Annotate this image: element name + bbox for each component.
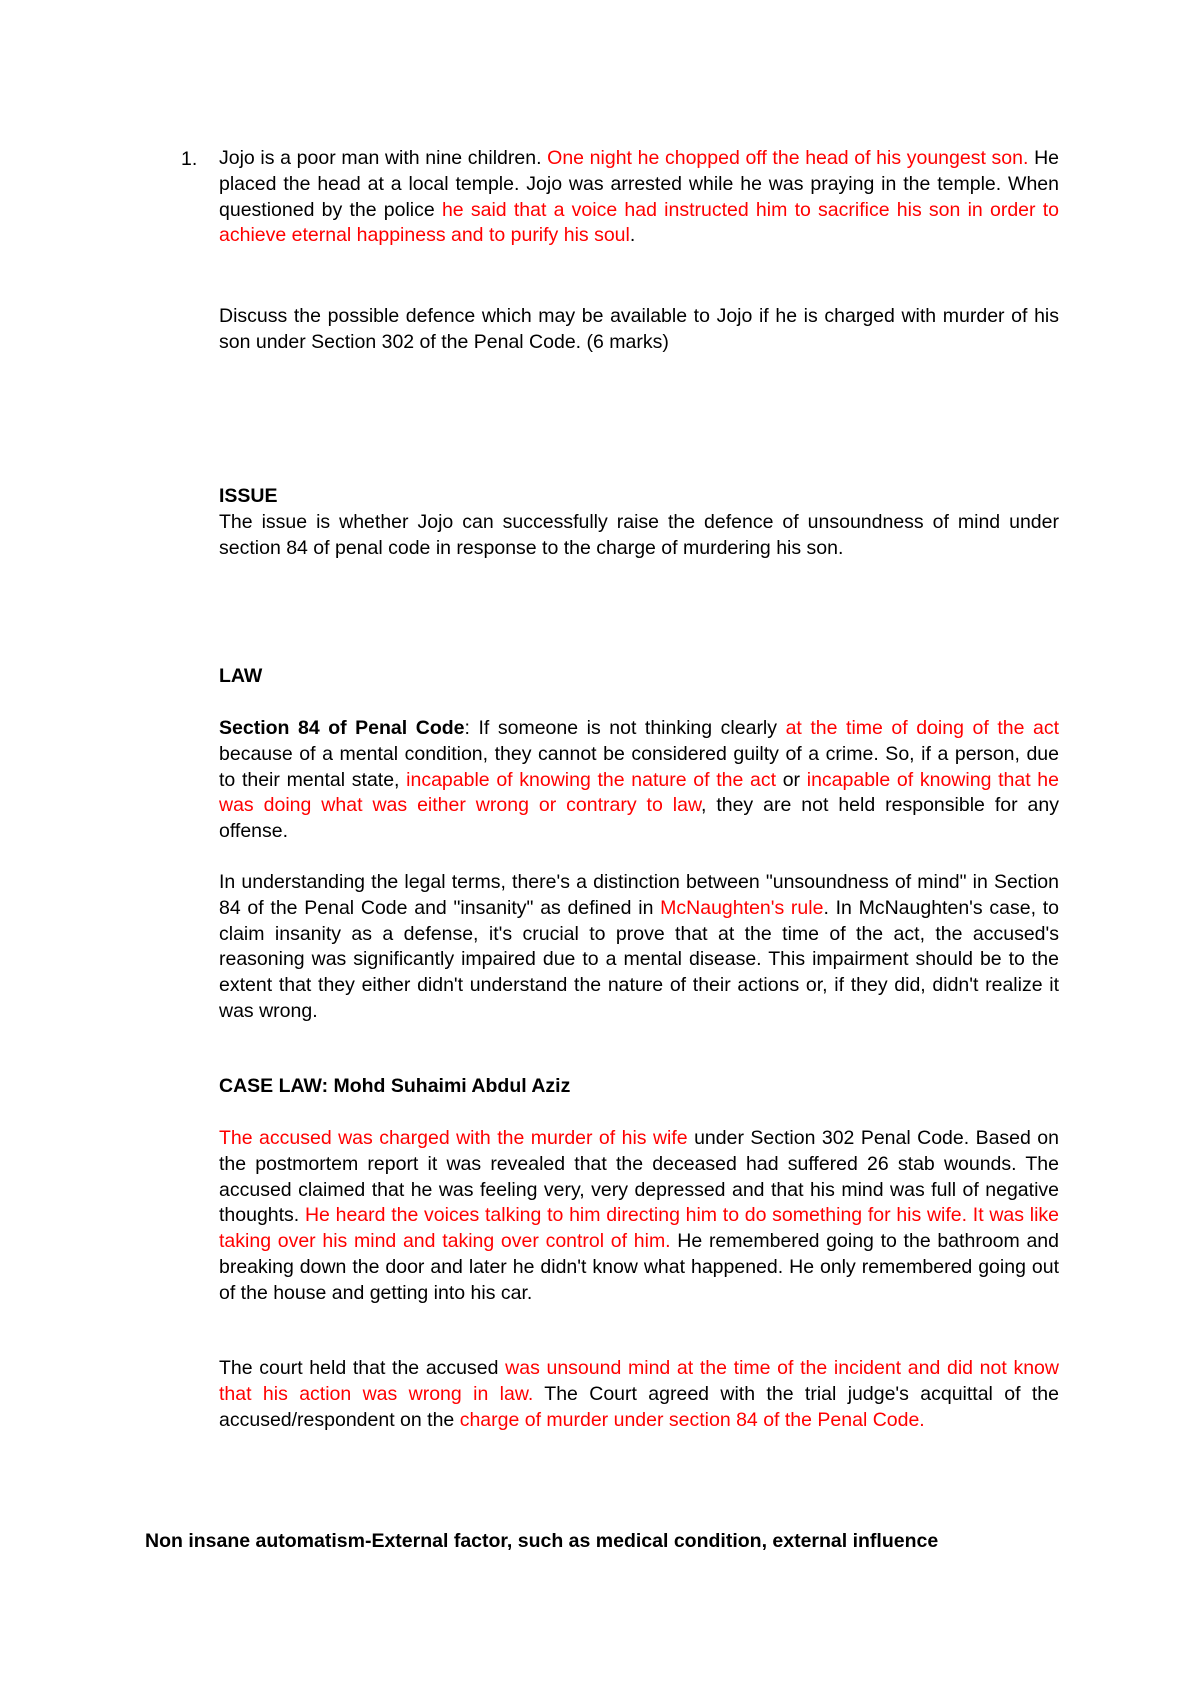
highlighted-text: He heard the voices talking to him directing him to do something for his wife. It was like taking over his mind and taking over control of him. (219, 1204, 1059, 1253)
issue-text: The issue is whether Jojo can successfully raise the defence of unsoundness of mind under section 84 of penal code in response to the charge of murdering his son. (219, 510, 1059, 559)
highlighted-text: incapable of knowing that he was doing what was either wrong or contrary to law (219, 768, 1059, 817)
body-text: . In McNaughten's case, to claim insanity as a defense, it's crucial to prove that at the time of the act, the accused's reasoning was significantly impaired due to a mental disease. This impairment should be to the extent that they either didn't understand the nature of their actions or, if they did, didn't realize it was wrong. (219, 896, 1059, 1022)
body-text: He remembered going to the bathroom and breaking down the door and later he didn't know what happened. He only remembered going out of the house and getting into his car. (219, 1230, 1059, 1304)
law-section-title: Section 84 of Penal Code (219, 717, 465, 739)
body-text: In understanding the legal terms, there's a distinction between "unsoundness of mind" in Section 84 of the Penal Code and "insanity" as defined in (219, 871, 1059, 919)
body-text: . (629, 224, 636, 247)
highlighted-text: he said that a voice had instructed him to sacrifice his son in order to achieve eternal happiness and to purify his soul (219, 198, 1059, 247)
case-law-paragraph-2 (219, 1356, 1059, 1433)
highlighted-text: One night he chopped off the head of his youngest son. (547, 147, 1029, 169)
highlighted-text: The accused was charged with the murder of his wife (219, 1127, 688, 1149)
law-paragraph-1 (219, 716, 1059, 845)
law-heading: LAW (219, 665, 263, 687)
issue-heading: ISSUE (219, 485, 278, 507)
law-section (219, 664, 1059, 690)
law-mcnaughten (219, 870, 1059, 1025)
body-text: : If someone is not thinking clearly (464, 717, 786, 739)
body-text: because of a mental condition, they cannot be considered guilty of a crime. So, if a person, due to their mental state, (219, 742, 1059, 791)
body-text: or (776, 768, 807, 791)
case-law-holding (219, 1356, 1059, 1433)
case-law-facts (219, 1126, 1059, 1307)
highlighted-text: charge of murder under section 84 of the Penal Code. (459, 1408, 925, 1431)
question-paragraph (219, 146, 1059, 249)
law-paragraph-2 (219, 870, 1059, 1025)
question-number: 1. (181, 148, 198, 170)
case-law-section (219, 1074, 1059, 1100)
body-text: under Section 302 Penal Code. Based on the postmortem report it was revealed that the deceased had suffered 26 stab wounds. The accused claimed that he was feeling very, very depressed and that his mind was full of negative thoughts. (219, 1127, 1059, 1227)
case-law-paragraph-1 (219, 1126, 1059, 1307)
law-section-84 (219, 716, 1059, 845)
body-text: , they are not held responsible for any offense. (219, 794, 1059, 843)
automatism-heading: Non insane automatism-External factor, such as medical condition, external influence (145, 1530, 939, 1552)
highlighted-text: was unsound mind at the time of the incident and did not know that his action was wrong in law. (219, 1357, 1059, 1405)
body-text: The court held that the accused (219, 1357, 506, 1379)
highlighted-text: incapable of knowing the nature of the act (406, 768, 777, 791)
question-task-text: Discuss the possible defence which may be available to Jojo if he is charged with murder of his son under Section 302 of the Penal Code. (6 marks) (219, 305, 1059, 353)
issue-section (219, 484, 1059, 561)
question-task (219, 304, 1059, 356)
body-text: The Court agreed with the trial judge's acquittal of the accused/respondent on the (219, 1382, 1059, 1431)
question-text (219, 146, 1059, 249)
case-law-heading: CASE LAW: Mohd Suhaimi Abdul Aziz (219, 1075, 571, 1097)
highlighted-text: at the time of doing of the act (785, 717, 1059, 739)
body-text: He placed the head at a local temple. Jojo was arrested while he was praying in the temple. When questioned by the police (219, 147, 1059, 221)
body-text: Jojo is a poor man with nine children. (219, 147, 548, 169)
highlighted-text: McNaughten's rule (660, 896, 824, 919)
